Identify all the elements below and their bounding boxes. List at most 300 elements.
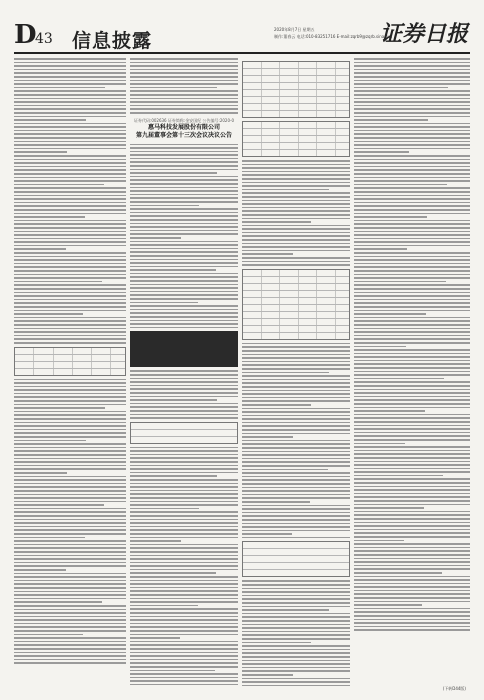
text-line — [242, 375, 350, 377]
announcement-title: 第九届董事会第十三次会议决议公告 — [135, 131, 232, 139]
text-line — [130, 172, 217, 174]
text-line — [354, 263, 470, 265]
table-row — [243, 150, 349, 156]
text-line — [130, 410, 238, 412]
text-line — [242, 678, 350, 680]
text-line — [354, 248, 407, 250]
text-line — [242, 627, 350, 629]
text-line — [354, 324, 470, 326]
text-line — [242, 257, 350, 259]
text-line — [354, 281, 446, 283]
text-line — [242, 200, 350, 202]
text-line — [14, 594, 126, 596]
text-line — [14, 62, 126, 64]
text-line — [354, 626, 470, 628]
text-line — [14, 252, 126, 254]
text-line — [354, 198, 470, 200]
column-2 — [130, 58, 238, 686]
text-line — [14, 94, 126, 96]
text-line — [130, 205, 199, 207]
text-line — [242, 346, 350, 348]
text-line — [354, 504, 470, 506]
text-line — [242, 218, 350, 220]
text-line — [14, 198, 126, 200]
text-line — [354, 227, 470, 229]
text-line — [14, 216, 85, 218]
text-line — [130, 230, 238, 232]
text-line — [14, 83, 126, 85]
text-line — [130, 262, 238, 264]
text-line — [14, 191, 126, 193]
text-line — [130, 666, 238, 668]
table-row — [243, 122, 349, 129]
text-line — [14, 317, 126, 319]
text-line — [354, 601, 470, 603]
text-line — [130, 680, 238, 682]
text-line — [242, 415, 350, 417]
text-line — [14, 299, 126, 301]
text-line — [130, 65, 238, 67]
text-line — [130, 587, 238, 589]
text-line — [354, 374, 470, 376]
text-line — [14, 166, 126, 168]
text-line — [14, 173, 126, 175]
text-line — [130, 83, 238, 85]
text-line — [130, 302, 198, 304]
text-line — [242, 382, 350, 384]
text-line — [14, 310, 126, 312]
text-line — [354, 62, 470, 64]
text-line — [354, 489, 470, 491]
text-line — [14, 69, 126, 71]
text-line — [354, 381, 470, 383]
text-line — [14, 72, 126, 74]
text-line — [14, 195, 126, 197]
text-line — [354, 550, 470, 552]
text-line — [354, 130, 470, 132]
text-line — [242, 361, 350, 363]
text-line — [354, 360, 470, 362]
text-line — [354, 417, 470, 419]
text-line — [14, 80, 126, 82]
text-line — [130, 529, 238, 531]
text-line — [130, 417, 238, 419]
text-line — [14, 544, 126, 546]
text-line — [130, 90, 238, 92]
text-line — [14, 504, 104, 506]
table-row — [15, 355, 125, 362]
text-line — [14, 328, 126, 330]
text-line — [14, 422, 126, 424]
text-line — [242, 408, 350, 410]
text-line — [14, 483, 126, 485]
text-line — [354, 385, 470, 387]
text-line — [354, 522, 470, 524]
text-line — [130, 551, 238, 553]
text-line — [14, 130, 126, 132]
text-line — [14, 101, 126, 103]
text-line — [14, 292, 126, 294]
text-line — [14, 497, 126, 499]
text-line — [14, 295, 126, 297]
text-line — [130, 641, 238, 643]
text-line — [242, 232, 350, 234]
text-line — [354, 453, 470, 455]
text-line — [354, 514, 470, 516]
text-line — [242, 508, 350, 510]
text-line — [130, 644, 238, 646]
text-line — [130, 385, 238, 387]
text-line — [14, 144, 126, 146]
text-line — [130, 305, 238, 307]
text-line — [354, 435, 470, 437]
text-line — [14, 414, 126, 416]
text-line — [354, 511, 470, 513]
text-line — [242, 591, 350, 593]
text-line — [130, 294, 238, 296]
text-line — [14, 609, 126, 611]
text-line — [242, 598, 350, 600]
text-line — [130, 526, 238, 528]
text-line — [14, 533, 126, 535]
text-line — [14, 486, 126, 488]
text-line — [130, 450, 238, 452]
text-line — [14, 148, 126, 150]
text-line — [354, 493, 470, 495]
text-line — [242, 214, 350, 216]
text-line — [242, 602, 350, 604]
text-line — [14, 137, 126, 139]
text-line — [130, 472, 238, 474]
text-line — [242, 667, 350, 669]
text-line — [242, 458, 350, 460]
text-line — [354, 87, 448, 89]
text-line — [242, 235, 350, 237]
text-line — [242, 609, 329, 611]
text-line — [14, 616, 126, 618]
text-line — [354, 540, 404, 542]
text-line — [242, 584, 350, 586]
text-line — [130, 98, 238, 100]
text-line — [354, 468, 470, 470]
text-line — [242, 400, 350, 402]
text-line — [354, 478, 470, 480]
text-line — [354, 554, 470, 556]
text-line — [130, 533, 238, 535]
text-line — [354, 231, 470, 233]
text-line — [130, 284, 238, 286]
text-line — [354, 299, 470, 301]
table-row — [15, 348, 125, 355]
text-line — [130, 259, 238, 261]
text-line — [354, 392, 470, 394]
text-line — [14, 515, 126, 517]
text-line — [354, 90, 470, 92]
text-line — [130, 208, 238, 210]
text-line — [130, 183, 238, 185]
text-line — [242, 465, 350, 467]
table-row — [243, 270, 349, 277]
text-line — [354, 65, 470, 67]
table-row — [243, 62, 349, 69]
text-line — [14, 87, 105, 89]
text-line — [14, 256, 126, 258]
text-line — [14, 76, 126, 78]
text-line — [130, 457, 238, 459]
text-line — [130, 475, 217, 477]
text-line — [354, 403, 470, 405]
text-line — [354, 547, 470, 549]
text-line — [130, 72, 238, 74]
header-info — [274, 26, 392, 40]
text-line — [242, 429, 350, 431]
data-table — [242, 269, 350, 340]
text-line — [14, 573, 126, 575]
column-3 — [242, 58, 350, 686]
text-line — [130, 652, 238, 654]
text-line — [14, 511, 126, 513]
text-line — [354, 155, 470, 157]
text-line — [354, 399, 470, 401]
text-line — [14, 288, 126, 290]
text-line — [354, 119, 428, 121]
text-line — [354, 220, 470, 222]
text-line — [130, 619, 238, 621]
masthead-logo: 证券日报 — [379, 21, 468, 47]
text-line — [130, 237, 181, 239]
text-line — [130, 493, 238, 495]
text-line — [242, 436, 293, 438]
text-line — [14, 90, 126, 92]
text-line — [14, 472, 67, 474]
text-line — [354, 367, 470, 369]
text-line — [130, 241, 238, 243]
text-line — [14, 425, 126, 427]
text-line — [14, 565, 126, 567]
text-line — [130, 447, 238, 449]
text-line — [14, 393, 126, 395]
text-line — [14, 155, 126, 157]
text-line — [242, 386, 350, 388]
table-row — [243, 298, 349, 305]
text-line — [14, 443, 126, 445]
text-line — [130, 406, 238, 408]
text-line — [130, 280, 238, 282]
text-line — [14, 591, 126, 593]
text-line — [242, 487, 350, 489]
text-line — [14, 644, 126, 646]
text-line — [14, 162, 126, 164]
text-line — [14, 637, 126, 639]
table-row — [243, 333, 349, 339]
text-line — [130, 594, 238, 596]
text-line — [354, 328, 470, 330]
text-line — [14, 558, 126, 560]
text-line — [14, 605, 126, 607]
text-line — [14, 587, 126, 589]
data-table — [242, 121, 350, 157]
text-line — [242, 505, 350, 507]
text-line — [130, 169, 238, 171]
text-line — [242, 530, 350, 532]
text-line — [14, 454, 126, 456]
text-line — [242, 246, 350, 248]
text-line — [354, 608, 470, 610]
text-line — [242, 660, 350, 662]
table-row — [243, 104, 349, 111]
text-line — [14, 432, 126, 434]
text-line — [242, 411, 350, 413]
text-line — [242, 225, 350, 227]
text-line — [354, 116, 470, 118]
text-line — [354, 565, 470, 567]
text-line — [14, 108, 126, 110]
text-line — [354, 338, 470, 340]
text-line — [354, 464, 470, 466]
text-line — [354, 238, 470, 240]
text-line — [354, 187, 470, 189]
text-line — [242, 537, 350, 539]
text-line — [354, 421, 470, 423]
text-line — [354, 471, 470, 473]
text-line — [130, 244, 238, 246]
text-line — [354, 543, 470, 545]
text-line — [354, 619, 470, 621]
text-line — [354, 108, 470, 110]
text-line — [130, 58, 238, 60]
text-line — [130, 161, 238, 163]
text-line — [242, 364, 350, 366]
text-line — [130, 316, 238, 318]
text-line — [130, 176, 238, 178]
text-line — [354, 317, 470, 319]
text-line — [14, 479, 126, 481]
text-line — [14, 389, 126, 391]
text-line — [130, 197, 238, 199]
text-line — [242, 203, 350, 205]
text-line — [130, 684, 238, 686]
text-line — [354, 457, 470, 459]
text-line — [130, 101, 238, 103]
text-line — [14, 522, 126, 524]
text-line — [242, 670, 350, 672]
text-line — [130, 637, 180, 639]
table-row — [243, 129, 349, 136]
text-line — [354, 202, 470, 204]
text-line — [354, 180, 470, 182]
text-line — [242, 210, 350, 212]
text-line — [354, 173, 470, 175]
text-line — [130, 233, 238, 235]
text-line — [242, 239, 350, 241]
text-line — [130, 80, 238, 82]
text-line — [354, 529, 470, 531]
text-line — [354, 611, 470, 613]
text-line — [354, 137, 470, 139]
text-line — [242, 483, 350, 485]
announcement-heading — [130, 118, 238, 140]
text-line — [130, 576, 238, 578]
text-line — [354, 69, 470, 71]
text-line — [354, 583, 470, 585]
text-line — [354, 274, 470, 276]
text-line — [130, 511, 238, 513]
text-line — [130, 94, 238, 96]
table-row — [243, 319, 349, 326]
text-line — [354, 576, 470, 578]
text-line — [130, 580, 238, 582]
text-line — [354, 105, 470, 107]
text-line — [14, 476, 126, 478]
text-line — [242, 167, 350, 169]
table-row — [15, 362, 125, 369]
text-line — [130, 201, 238, 203]
text-line — [130, 483, 238, 485]
text-line — [242, 476, 350, 478]
text-line — [14, 141, 126, 143]
text-line — [130, 508, 199, 510]
text-line — [14, 302, 126, 304]
text-line — [354, 184, 447, 186]
text-line — [354, 604, 422, 606]
table-row — [243, 69, 349, 76]
text-line — [354, 151, 409, 153]
text-line — [14, 407, 105, 409]
text-line — [242, 616, 350, 618]
text-line — [242, 368, 350, 370]
text-line — [242, 182, 350, 184]
table-row — [243, 312, 349, 319]
text-line — [14, 126, 126, 128]
text-line — [130, 287, 238, 289]
text-line — [242, 497, 350, 499]
text-line — [14, 277, 126, 279]
text-line — [242, 624, 350, 626]
text-line — [14, 648, 126, 650]
text-line — [130, 251, 238, 253]
text-line — [354, 94, 470, 96]
text-line — [242, 642, 311, 644]
text-line — [14, 386, 126, 388]
text-line — [242, 588, 350, 590]
text-line — [242, 674, 293, 676]
text-line — [14, 180, 126, 182]
text-line — [242, 645, 350, 647]
text-line — [354, 461, 470, 463]
text-line — [14, 655, 126, 657]
text-line — [14, 284, 126, 286]
text-line — [242, 451, 350, 453]
text-line — [14, 281, 102, 283]
text-line — [354, 622, 470, 624]
text-line — [14, 382, 126, 384]
text-line — [242, 472, 350, 474]
text-line — [130, 601, 238, 603]
text-line — [130, 662, 238, 664]
text-line — [242, 425, 350, 427]
text-line — [242, 638, 350, 640]
text-line — [242, 253, 293, 255]
text-line — [242, 178, 350, 180]
text-line — [354, 439, 470, 441]
text-line — [354, 475, 443, 477]
text-line — [130, 320, 238, 322]
text-line — [130, 659, 238, 661]
text-line — [354, 500, 470, 502]
text-line — [242, 685, 350, 686]
text-line — [354, 450, 470, 452]
text-line — [130, 108, 238, 110]
